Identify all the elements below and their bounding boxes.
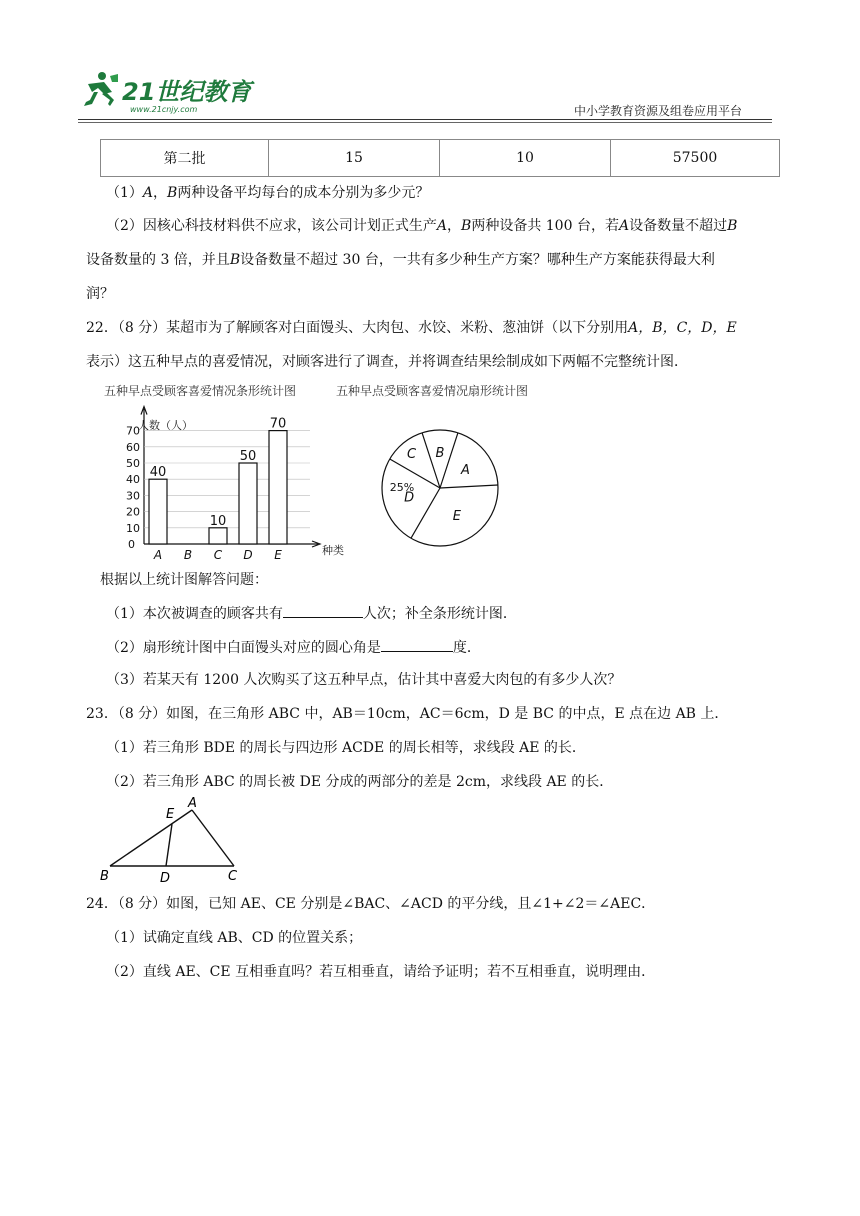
triangle-figure (96, 794, 256, 884)
logo-url: www.21cnjy.com (130, 105, 198, 114)
q24-sub1: （1）试确定直线 AB、CD 的位置关系； (106, 930, 363, 946)
bar-chart-title: 五种早点受顾客喜爱情况条形统计图 (104, 384, 297, 398)
x-tick-label: D (243, 548, 253, 562)
q21-part1: （1）A，B两种设备平均每台的成本分别为多少元？ (106, 185, 430, 201)
pie-slice-label: C (406, 446, 417, 462)
table-cell: 第二批 (101, 140, 269, 177)
q22-stem-line1: 22．（8 分）某超市为了解顾客对白面馒头、大肉包、水饺、米粉、葱油饼（以下分别用A，B，C，D，E (86, 320, 737, 336)
bar (149, 479, 167, 544)
q24-stem: 24．（8 分）如图，已知 AE、CE 分别是∠BAC、∠ACD 的平分线，且∠1+∠2＝∠AEC． (86, 896, 656, 912)
x-tick-label: A (153, 548, 163, 562)
q23-sub1: （1）若三角形 BDE 的周长与四边形 ACDE 的周长相等，求线段 AE 的长． (106, 740, 586, 756)
batch-table (100, 139, 780, 177)
y-tick-label: 20 (126, 505, 140, 519)
y-tick-label: 0 (128, 538, 135, 551)
y-tick-label: 10 (126, 521, 140, 535)
q22-stem-line2: 表示）这五种早点的喜爱情况，对顾客进行了调查，并将调查结果绘制成如下两幅不完整统计图． (86, 354, 688, 370)
table-row (101, 140, 780, 177)
bar (209, 528, 227, 544)
bar-data-label: 50 (239, 449, 257, 464)
pie-chart (330, 378, 570, 562)
header-rule (78, 119, 772, 120)
vertex-A: A (188, 796, 197, 811)
q22-sub2: （2）扇形统计图中白面馒头对应的圆心角是 度． (106, 637, 481, 658)
runner-icon (84, 72, 118, 106)
pie-slice-label: D (404, 490, 415, 506)
pie-slice-label: A (461, 462, 470, 478)
y-tick-label: 60 (126, 440, 140, 454)
page-header (78, 68, 772, 120)
bar (269, 431, 287, 544)
pie-slice-label: B (435, 446, 445, 462)
pie-chart-title: 五种早点受顾客喜爱情况扇形统计图 (336, 384, 529, 398)
bar-data-label: 70 (269, 416, 287, 432)
q21-part2-line2: 设备数量的 3 倍，并且B设备数量不超过 30 台，一共有多少种生产方案？哪种生产方案能获得最大利 (86, 252, 715, 268)
q21-part2-line1: （2）因核心科技材料供不应求，该公司计划正式生产A，B两种设备共 100 台，若A设备数量不超过B (106, 218, 738, 234)
bar (239, 463, 257, 544)
vertex-C: C (228, 869, 238, 884)
vertex-D: D (160, 871, 171, 884)
platform-name: 中小学教育资源及组卷应用平台 (573, 104, 742, 118)
logo-text: 21世纪教育 (122, 78, 252, 106)
table-cell: 57500 (611, 140, 780, 177)
y-tick-label: 50 (126, 457, 140, 470)
y-tick-label: 70 (126, 424, 140, 438)
vertex-B: B (100, 869, 109, 884)
q23-stem: 23．（8 分）如图，在三角形 ABC 中，AB＝10cm，AC＝6cm，D 是 BC 的中点，E 点在边 AB 上． (86, 706, 729, 722)
q22-intro: 根据以上统计图解答问题： (100, 572, 268, 588)
table-cell: 15 (269, 140, 440, 177)
q22-sub3: （3）若某天有 1200 人次购买了这五种早点，估计其中喜爱大肉包的有多少人次？ (106, 672, 622, 688)
pie-percent-label: 25% (389, 481, 415, 494)
bar-data-label: 10 (209, 513, 227, 529)
vertex-E: E (166, 807, 175, 822)
bar-data-label: 40 (149, 465, 167, 481)
q23-sub2: （2）若三角形 ABC 的周长被 DE 分成的两部分的差是 2cm，求线段 AE 的长． (106, 774, 614, 790)
x-tick-label: E (274, 548, 282, 562)
logo (78, 70, 258, 114)
x-axis-label: 种类 (322, 544, 344, 557)
q24-sub2: （2）直线 AE、CE 互相垂直吗？若互相垂直，请给予证明；若不互相垂直，说明理由． (106, 964, 656, 980)
q21-part2-line3: 润？ (86, 286, 114, 302)
header-rule-thin (78, 122, 772, 123)
y-tick-label: 40 (126, 473, 140, 487)
y-tick-label: 30 (126, 489, 140, 503)
x-tick-label: C (213, 548, 223, 562)
y-axis-label: 人数（人） (138, 419, 193, 432)
x-tick-label: B (183, 548, 193, 562)
q22-sub1: （1）本次被调查的顾客共有 人次；补全条形统计图． (106, 603, 517, 624)
pie-slice-label: E (452, 509, 462, 525)
table-cell: 10 (440, 140, 611, 177)
